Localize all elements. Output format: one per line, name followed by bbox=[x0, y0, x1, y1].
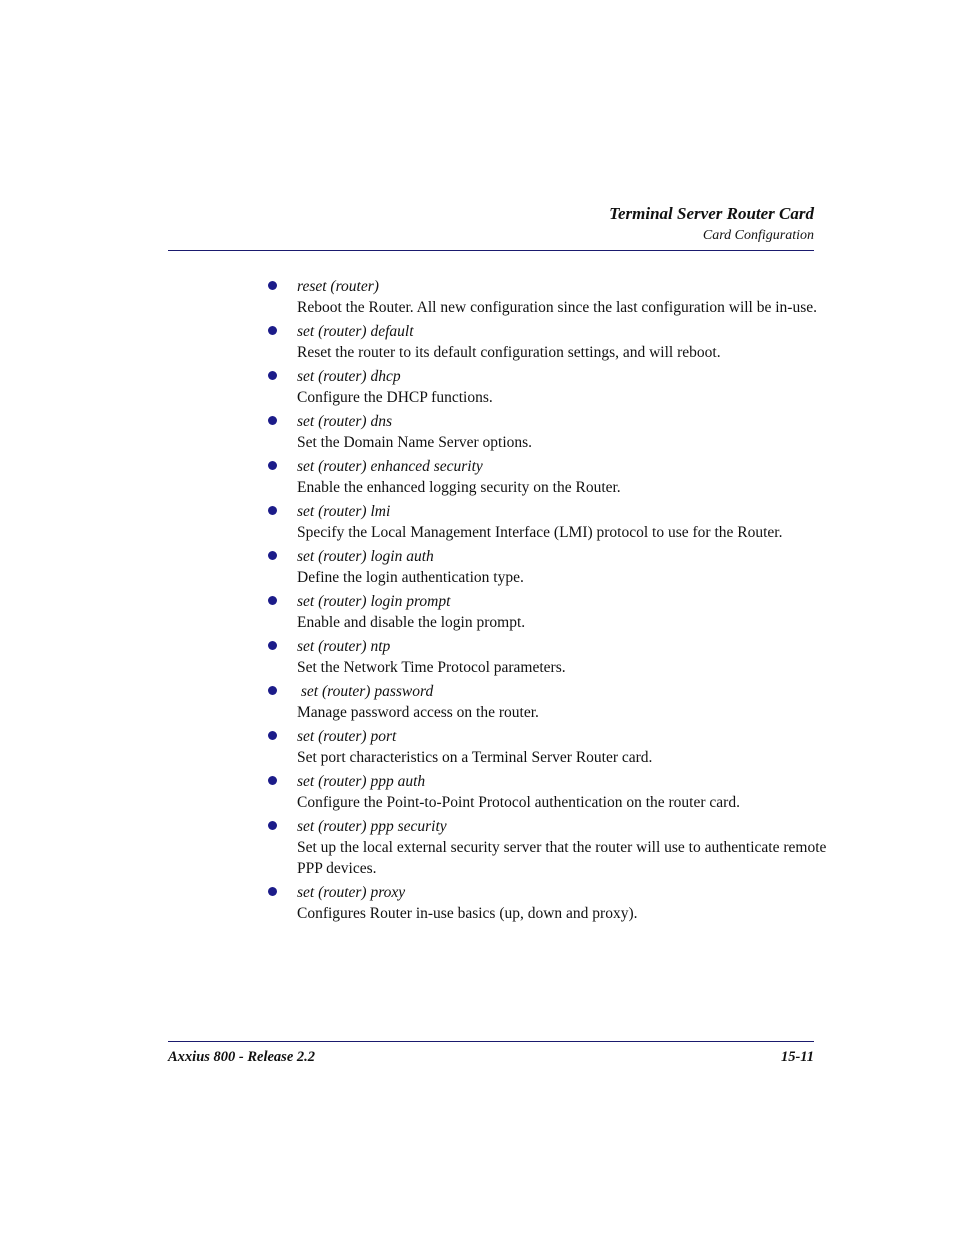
bullet-icon bbox=[268, 281, 277, 290]
list-item bbox=[268, 883, 828, 924]
page-header bbox=[168, 203, 814, 246]
bullet-icon bbox=[268, 731, 277, 740]
product-release: Axxius 800 - Release 2.2 bbox=[168, 1049, 316, 1065]
page-number: 15-11 bbox=[780, 1049, 814, 1065]
command-description: Set the Network Time Protocol parameters. bbox=[297, 659, 566, 676]
list-item bbox=[268, 502, 828, 543]
command-name: set (router) port bbox=[297, 728, 397, 745]
command-description: Enable and disable the login prompt. bbox=[297, 614, 526, 631]
bullet-icon bbox=[268, 551, 277, 560]
chapter-title: Terminal Server Router Card bbox=[609, 204, 814, 223]
list-item bbox=[268, 322, 828, 363]
header-divider bbox=[168, 250, 814, 251]
command-name: set (router) enhanced security bbox=[297, 458, 483, 475]
command-name: set (router) ntp bbox=[297, 638, 391, 655]
command-description: Manage password access on the router. bbox=[297, 704, 539, 721]
bullet-icon bbox=[268, 641, 277, 650]
command-description: Specify the Local Management Interface (LMI) protocol to use for the Router. bbox=[297, 524, 783, 541]
list-item bbox=[268, 412, 828, 453]
command-name: set (router) dns bbox=[297, 413, 392, 430]
command-description: Configures Router in-use basics (up, down and proxy). bbox=[297, 905, 638, 922]
command-name: set (router) default bbox=[297, 323, 414, 340]
command-description: Enable the enhanced logging security on the Router. bbox=[297, 479, 621, 496]
list-item bbox=[268, 637, 828, 678]
command-description: Set up the local external security server that the router will use to authenticate remote PPP devices. bbox=[297, 839, 827, 877]
section-title: Card Configuration bbox=[702, 228, 814, 243]
bullet-icon bbox=[268, 371, 277, 380]
list-item bbox=[268, 457, 828, 498]
list-item bbox=[268, 547, 828, 588]
page-footer bbox=[168, 1047, 814, 1067]
list-item bbox=[268, 277, 828, 318]
command-name: set (router) proxy bbox=[297, 884, 406, 901]
list-item bbox=[268, 772, 828, 813]
bullet-icon bbox=[268, 887, 277, 896]
list-item bbox=[268, 682, 828, 723]
list-item bbox=[268, 817, 828, 879]
bullet-icon bbox=[268, 326, 277, 335]
command-name: set (router) login prompt bbox=[297, 593, 451, 610]
list-item bbox=[268, 727, 828, 768]
command-name: reset (router) bbox=[297, 278, 379, 295]
command-name: set (router) ppp security bbox=[297, 818, 447, 835]
command-description: Configure the Point-to-Point Protocol authentication on the router card. bbox=[297, 794, 740, 811]
command-name: set (router) login auth bbox=[297, 548, 434, 565]
footer-divider bbox=[168, 1041, 814, 1042]
bullet-icon bbox=[268, 416, 277, 425]
command-description: Set port characteristics on a Terminal Server Router card. bbox=[297, 749, 653, 766]
list-item bbox=[268, 592, 828, 633]
command-description: Reset the router to its default configuration settings, and will reboot. bbox=[297, 344, 721, 361]
bullet-icon bbox=[268, 686, 277, 695]
bullet-icon bbox=[268, 821, 277, 830]
command-description: Reboot the Router. All new configuration since the last configuration will be in-use. bbox=[297, 299, 817, 316]
command-description: Define the login authentication type. bbox=[297, 569, 524, 586]
list-item bbox=[268, 367, 828, 408]
bullet-icon bbox=[268, 506, 277, 515]
command-list bbox=[268, 277, 828, 928]
command-description: Configure the DHCP functions. bbox=[297, 389, 493, 406]
bullet-icon bbox=[268, 461, 277, 470]
bullet-icon bbox=[268, 596, 277, 605]
command-name: set (router) password bbox=[297, 683, 434, 700]
bullet-icon bbox=[268, 776, 277, 785]
command-name: set (router) dhcp bbox=[297, 368, 401, 385]
command-description: Set the Domain Name Server options. bbox=[297, 434, 533, 451]
command-name: set (router) ppp auth bbox=[297, 773, 426, 790]
command-name: set (router) lmi bbox=[297, 503, 391, 520]
